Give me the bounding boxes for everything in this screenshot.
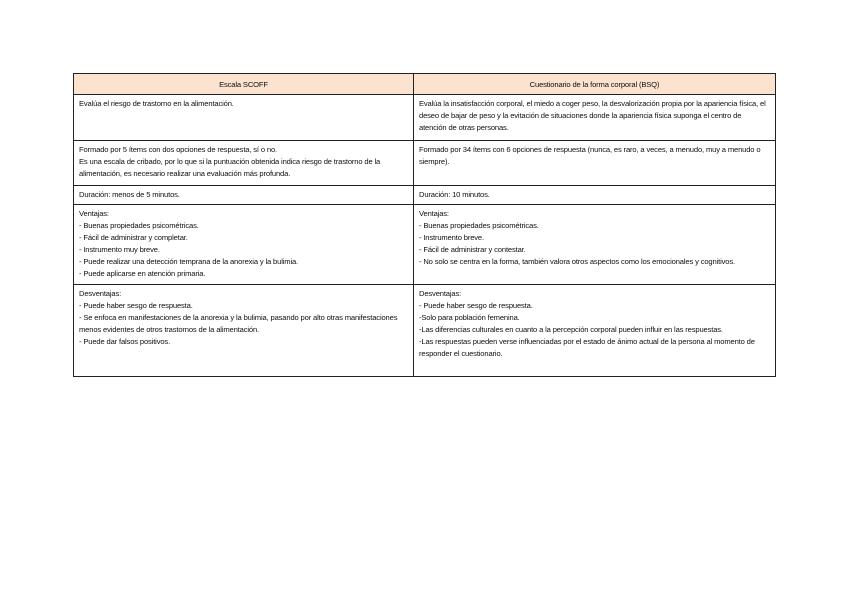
bsq-duration-cell: Duración: 10 minutos. (414, 186, 776, 205)
list-item: - Se enfoca en manifestaciones de la anorexia y la bulimia, pasando por alto otras manifestaciones menos evidentes de otros trastornos de la alimentación. (79, 313, 398, 334)
list-item: - Fácil de administrar y completar. (79, 233, 188, 242)
list-item: Ventajas: (419, 209, 449, 218)
comparison-table (73, 73, 776, 377)
list-item: - Puede dar falsos positivos. (79, 337, 171, 346)
scoff-disadvantages-cell (74, 285, 414, 377)
table-row-advantages (74, 205, 776, 285)
bsq-disadvantages-cell (414, 285, 776, 377)
list-item: - Puede haber sesgo de respuesta. (419, 301, 533, 310)
list-item: - Instrumento breve. (419, 233, 484, 242)
scoff-format-line: Es una escala de cribado, por lo que si la puntuación obtenida indica riesgo de trastorno de la alimentación, es necesario realizar una evaluación más profunda. (79, 157, 381, 178)
list-item: - Buenas propiedades psicométricas. (79, 221, 199, 230)
list-item: -Las diferencias culturales en cuanto a la percepción corporal pueden influir en las respuestas. (419, 325, 723, 334)
scoff-duration-cell: Duración: menos de 5 minutos. (74, 186, 414, 205)
list-item: Ventajas: (79, 209, 109, 218)
list-item: -Las respuestas pueden verse influenciadas por el estado de ánimo actual de la persona al momento de responder el cuestionario. (419, 337, 755, 358)
list-item: - Puede haber sesgo de respuesta. (79, 301, 193, 310)
scoff-purpose-cell: Evalúa el riesgo de trastorno en la alimentación. (74, 95, 414, 141)
scoff-format-cell (74, 141, 414, 186)
scoff-advantages-cell (74, 205, 414, 285)
table-row-purpose (74, 95, 776, 141)
header-row (74, 74, 776, 95)
list-item: Desventajas: (79, 289, 122, 298)
list-item: - Puede realizar una detección temprana de la anorexia y la bulimia. (79, 257, 299, 266)
table-row-disadvantages (74, 285, 776, 377)
list-item: - Buenas propiedades psicométricas. (419, 221, 539, 230)
list-item: - Puede aplicarse en atención primaria. (79, 269, 206, 278)
bsq-format-cell: Formado por 34 ítems con 6 opciones de respuesta (nunca, es raro, a veces, a menudo, muy a menudo o siempre). (414, 141, 776, 186)
header-bsq: Cuestionario de la forma corporal (BSQ) (414, 74, 776, 95)
table-row-format (74, 141, 776, 186)
table-row-duration (74, 186, 776, 205)
list-item: -Solo para población femenina. (419, 313, 520, 322)
list-item: Desventajas: (419, 289, 462, 298)
list-item: - No solo se centra en la forma, también valora otros aspectos como los emocionales y cognitivos. (419, 257, 735, 266)
list-item: - Fácil de administrar y contestar. (419, 245, 526, 254)
list-item: - Instrumento muy breve. (79, 245, 160, 254)
bsq-purpose-cell: Evalúa la insatisfacción corporal, el miedo a coger peso, la desvalorización propia por la apariencia física, el deseo de bajar de peso y la evitación de situaciones donde la apariencia física suponga el centro de atención de otras personas. (414, 95, 776, 141)
scoff-format-line: Formado por 5 ítems con dos opciones de respuesta, sí o no. (79, 145, 277, 154)
header-scoff: Escala SCOFF (74, 74, 414, 95)
bsq-advantages-cell (414, 205, 776, 285)
